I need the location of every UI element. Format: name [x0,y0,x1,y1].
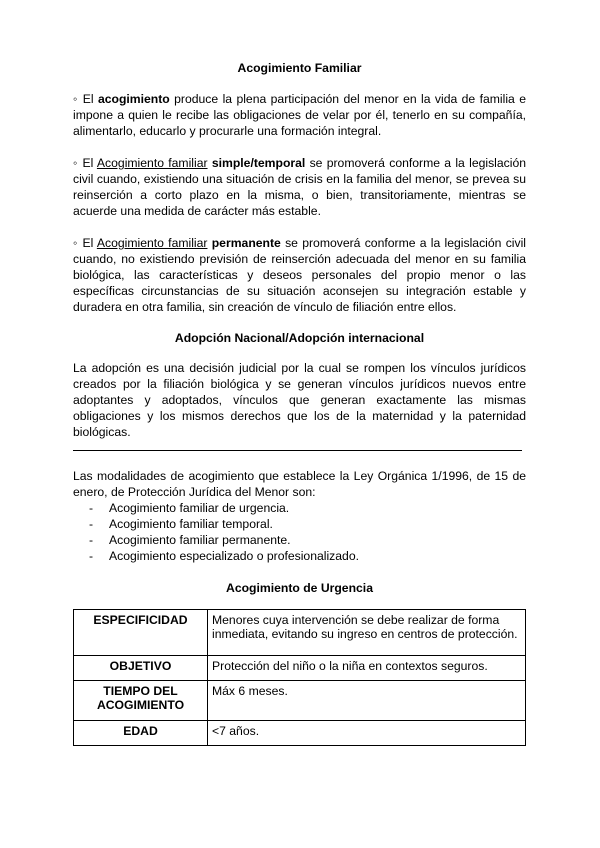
section-title-adopcion: Adopción Nacional/Adopción internacional [174,331,425,345]
list-item-text: Acogimiento familiar permanente. [109,533,291,547]
table-row [74,721,526,746]
text-run: El [78,236,97,250]
list-item [73,516,526,532]
bullet-mark: ◦ [73,156,79,170]
list-item-text: Acogimiento familiar temporal. [109,517,273,531]
dash-mark: - [89,517,94,531]
dash-mark: - [89,533,94,547]
paragraph-acogimiento-permanente [73,235,526,315]
bullet-mark: ◦ [73,92,79,106]
section-title-acogimiento-urgencia: Acogimiento de Urgencia [226,581,373,595]
row-label: ESPECIFICIDAD [74,610,208,656]
list-item-text: Acogimiento familiar de urgencia. [109,501,290,515]
text-run: se promoverá conforme a la legislación civil cuando, no existiendo previsión de reinserción adecuada del menor en su familia biológica, las características y deseos personales del propio menor o las específicas circunstancias de su situación aconsejen su integración estable y duradera en otra familia, sin creación de vínculo de filiación entre ellos. [73,236,527,314]
dash-mark: - [89,501,94,515]
table-row [74,681,526,721]
document-page [73,60,526,746]
text-run: El [78,156,97,170]
row-label: OBJETIVO [74,656,208,681]
underlined-term: Acogimiento familiar [96,156,208,170]
bold-term: permanente [211,236,281,250]
table-row [74,656,526,681]
paragraph-acogimiento [73,91,526,139]
paragraph-adopcion: La adopción es una decisión judicial por la cual se rompen los vínculos jurídicos creados por la filiación biológica y se generan vínculos jurídicos nuevos entre adoptantes y adoptados, vínculos que generan exactamente las mismas obligaciones y los mismos derechos que los de la maternidad y la paternidad biológicas. [73,361,526,439]
list-item [73,548,526,564]
acogimiento-urgencia-table [73,609,526,746]
row-value: <7 años. [208,721,526,746]
table-row [74,610,526,656]
row-value: Protección del niño o la niña en contextos seguros. [208,656,526,681]
paragraph-modalidades-intro: Las modalidades de acogimiento que establece la Ley Orgánica 1/1996, de 15 de enero, de Protección Jurídica del Menor son: [73,469,526,499]
dash-mark: - [89,549,94,563]
bullet-mark: ◦ [73,236,79,250]
row-label: EDAD [74,721,208,746]
row-value: Máx 6 meses. [208,681,526,721]
row-value: Menores cuya intervención se debe realizar de forma inmediata, evitando su ingreso en centros de protección. [208,610,526,656]
row-label: TIEMPO DEL ACOGIMIENTO [74,681,208,721]
list-item-text: Acogimiento especializado o profesionalizado. [109,549,359,563]
bold-term: simple/temporal [211,156,306,170]
text-run: se promoverá conforme a la legislación civil cuando, existiendo una situación de crisis en la familia del menor, se prevea su reinserción a corto plazo en la misma, o bien, transitoriamente, mientras se acuerde una medida de carácter más estable. [73,156,527,218]
list-item [73,532,526,548]
list-item [73,500,526,516]
modalidades-list [73,500,526,564]
bold-term: acogimiento [97,92,170,106]
paragraph-acogimiento-simple [73,155,526,219]
text-run: El [78,92,98,106]
underlined-term: Acogimiento familiar [96,236,208,250]
section-title-acogimiento-familiar: Acogimiento Familiar [237,61,362,75]
text-run: produce la plena participación del menor en la vida de familia e impone a quien le recibe las obligaciones de velar por él, tenerlo en su compañía, alimentarlo, educarlo y procurarle una formación integral. [73,92,526,138]
